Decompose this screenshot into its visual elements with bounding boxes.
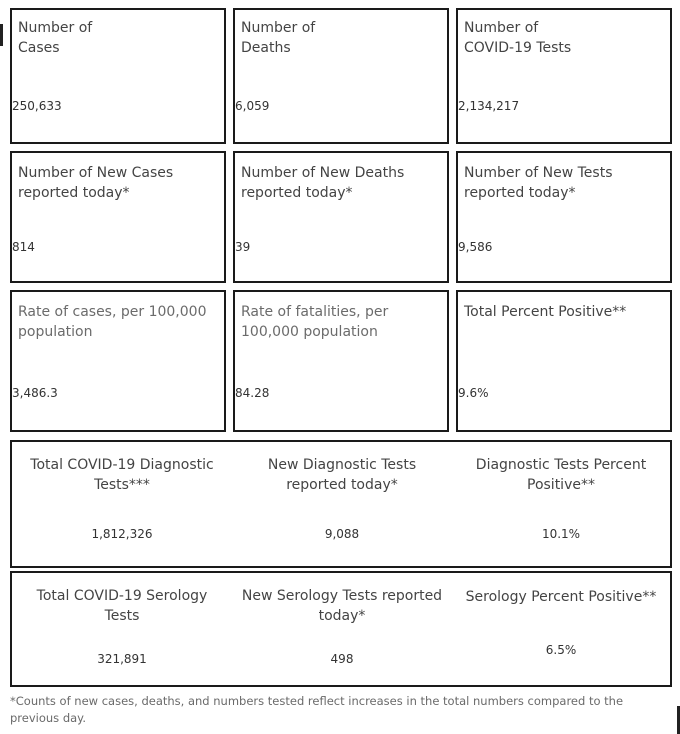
diagnostic-total-label: Total COVID-19 Diagnostic Tests*** <box>30 457 214 493</box>
diagnostic-positive-label: Diagnostic Tests Percent Positive** <box>475 457 647 493</box>
serology-new-value: 498 <box>330 652 354 666</box>
diagnostic-positive-cell <box>452 442 670 566</box>
percent-positive-value: 9.6% <box>458 386 489 400</box>
tests-value: 2,134,217 <box>458 99 520 113</box>
fatality-rate-value: 84.28 <box>235 386 270 400</box>
deaths-value: 6,059 <box>235 99 270 113</box>
case-rate-label: Rate of cases, per 100,000 population <box>18 304 207 340</box>
tests-label: Number of COVID-19 Tests <box>464 20 572 56</box>
case-rate-value: 3,486.3 <box>12 386 58 400</box>
serology-tests-panel <box>10 571 672 687</box>
new-deaths-label: Number of New Deaths reported today* <box>241 165 405 201</box>
fatality-rate-label: Rate of fatalities, per 100,000 population <box>241 304 389 340</box>
serology-total-label: Total COVID-19 Serology Tests <box>36 588 208 624</box>
serology-total-value: 321,891 <box>97 652 147 666</box>
new-tests-label: Number of New Tests reported today* <box>464 165 613 201</box>
cases-label: Number of Cases <box>18 20 93 56</box>
deaths-label: Number of Deaths <box>241 20 316 56</box>
new-tests-card <box>456 151 672 283</box>
serology-new-label: New Serology Tests reported today* <box>241 588 443 624</box>
new-deaths-value: 39 <box>235 240 251 254</box>
serology-total-cell <box>12 573 232 685</box>
cases-card <box>10 8 226 144</box>
diagnostic-total-cell <box>12 442 232 566</box>
new-deaths-card <box>233 151 449 283</box>
percent-positive-label: Total Percent Positive** <box>464 304 627 320</box>
diagnostic-new-cell <box>232 442 452 566</box>
diagnostic-total-value: 1,812,326 <box>91 527 153 541</box>
left-edge-divider <box>0 24 3 46</box>
serology-positive-label: Serology Percent Positive** <box>465 589 657 605</box>
new-cases-value: 814 <box>12 240 35 254</box>
diagnostic-tests-panel <box>10 440 672 568</box>
deaths-card <box>233 8 449 144</box>
tests-card <box>456 8 672 144</box>
percent-positive-card <box>456 290 672 432</box>
serology-positive-value: 6.5% <box>545 643 577 657</box>
footnote-text: *Counts of new cases, deaths, and numbers tested reflect increases in the total numbers compared to the previous day. <box>10 694 624 725</box>
cases-value: 250,633 <box>12 99 62 113</box>
new-cases-card <box>10 151 226 283</box>
new-cases-label: Number of New Cases reported today* <box>18 165 174 201</box>
diagnostic-new-value: 9,088 <box>324 527 360 541</box>
case-rate-card <box>10 290 226 432</box>
serology-positive-cell <box>452 573 670 685</box>
fatality-rate-card <box>233 290 449 432</box>
diagnostic-new-label: New Diagnostic Tests reported today* <box>267 457 417 493</box>
diagnostic-positive-value: 10.1% <box>541 527 581 541</box>
serology-new-cell <box>232 573 452 685</box>
new-tests-value: 9,586 <box>458 240 493 254</box>
